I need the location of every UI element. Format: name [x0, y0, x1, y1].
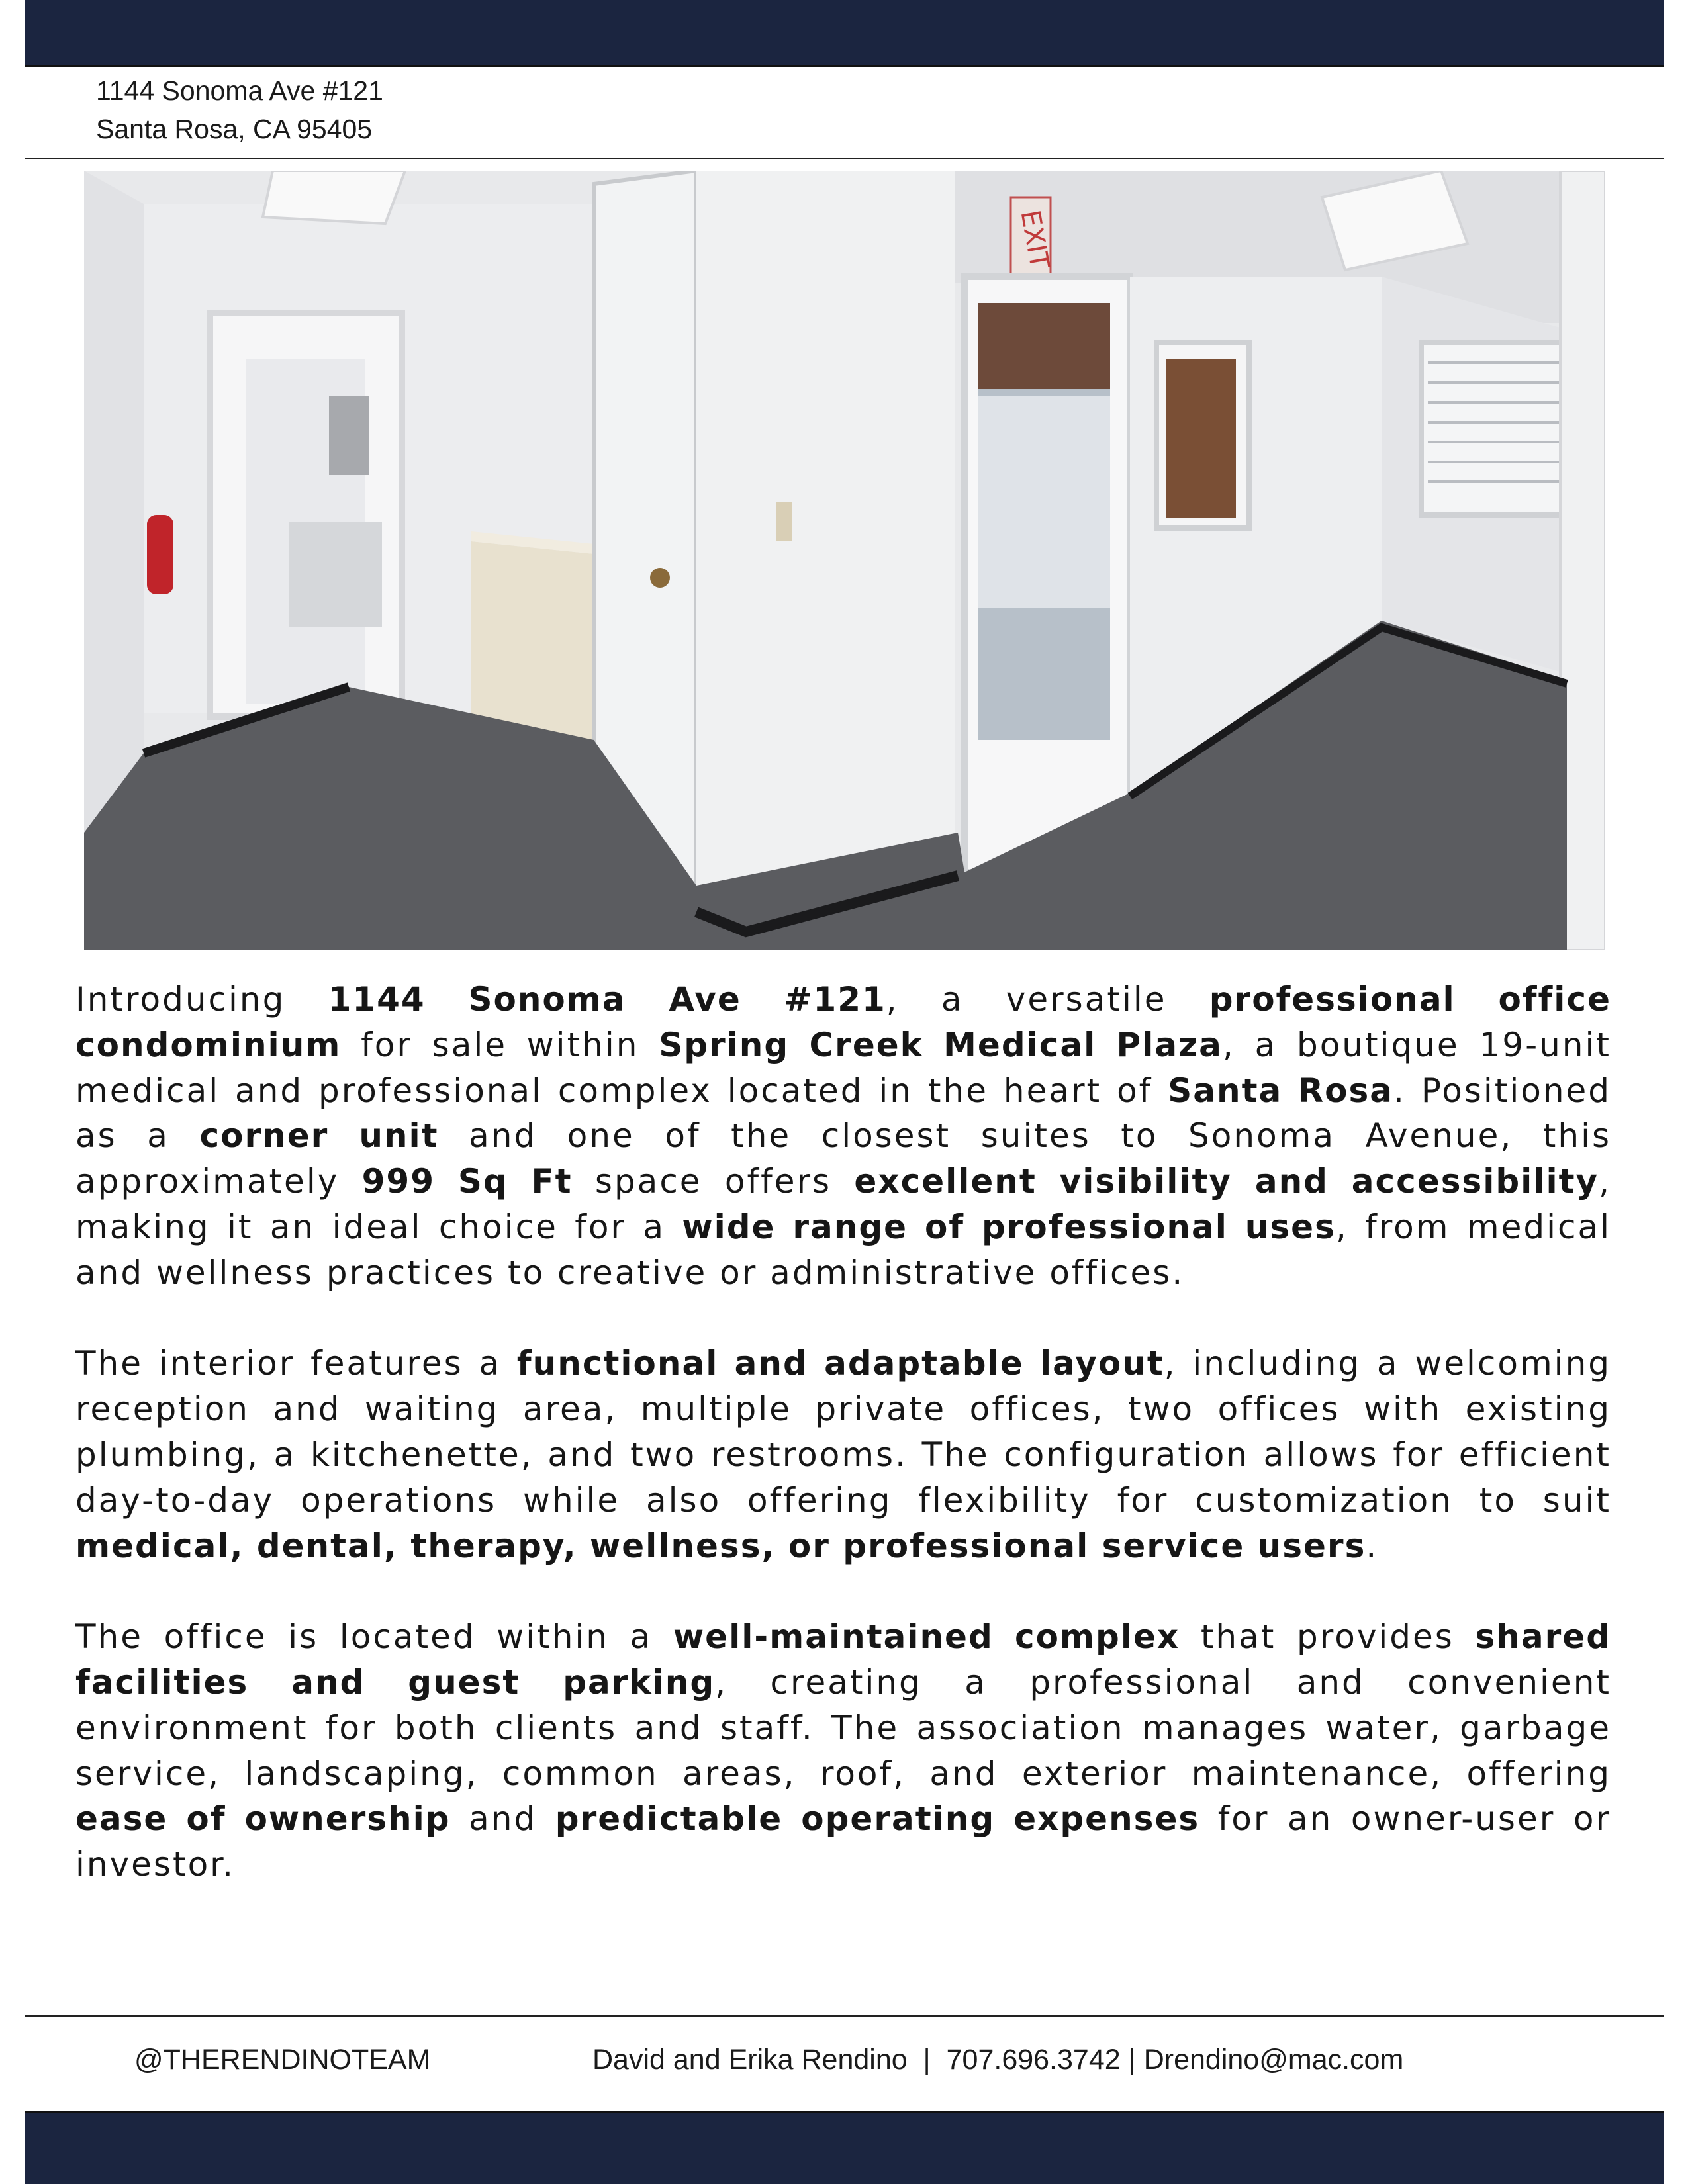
- description-paragraph-2: [75, 1341, 1611, 1569]
- emphasized-text: wide range of professional uses: [682, 1207, 1336, 1246]
- emphasized-text: functional and adaptable layout: [516, 1344, 1164, 1383]
- address-city: Santa Rosa, CA 95405: [96, 114, 373, 144]
- emphasized-text: 999 Sq Ft: [361, 1162, 573, 1201]
- emphasized-text: well-maintained complex: [673, 1617, 1180, 1657]
- text-run: space offers: [572, 1162, 855, 1201]
- agent-contact: David and Erika Rendino | 707.696.3742 | Drendino@mac.com: [592, 2044, 1404, 2075]
- emphasized-text: corner unit: [199, 1116, 439, 1156]
- text-run: Introducing: [75, 980, 328, 1019]
- footer-band: [25, 2113, 1664, 2184]
- text-run: .: [1366, 1526, 1379, 1565]
- text-run: for sale within: [341, 1025, 659, 1064]
- exit-sign-text: EXIT: [1014, 208, 1055, 271]
- emphasized-text: Santa Rosa: [1168, 1071, 1394, 1110]
- emphasized-text: 1144 Sonoma Ave #121: [328, 980, 886, 1019]
- office-interior-photo: [84, 171, 1605, 950]
- address-street: 1144 Sonoma Ave #121: [96, 75, 383, 106]
- text-run: and one of the closest suites to Sonoma Avenue, this approximately: [75, 1116, 1612, 1201]
- description-paragraph-1: [75, 977, 1611, 1296]
- property-description: [75, 977, 1611, 1888]
- header-band-edge: [25, 65, 1664, 67]
- social-handle: @THERENDINOTEAM: [134, 2044, 431, 2075]
- text-run: , a versatile: [886, 980, 1209, 1019]
- text-run: The interior features a: [75, 1344, 517, 1383]
- text-run: , a boutique 19-unit medical and professional complex located in the heart of: [75, 1025, 1611, 1110]
- header-divider: [25, 158, 1664, 159]
- text-run: , making it an ideal choice for a: [75, 1162, 1611, 1246]
- text-run: The office is located within a: [75, 1617, 673, 1657]
- text-run: , creating a professional and convenient environment for both clients and staff. The association manages water, garbage service, landscaping, common areas, roof, and exterior maintenance, offering: [75, 1662, 1611, 1793]
- text-run: , including a welcoming reception and waiting area, multiple private offices, two offices with existing plumbing, a kitchenette, and two restrooms. The configuration allows for efficient day-to-day operations while also offering flexibility for customization to suit: [75, 1344, 1612, 1520]
- text-run: that provides: [1180, 1617, 1476, 1657]
- emphasized-text: professional office condominium: [75, 980, 1611, 1064]
- emphasized-text: medical, dental, therapy, wellness, or professional service users: [75, 1526, 1366, 1565]
- property-address: [96, 71, 383, 148]
- footer-divider: [25, 2015, 1664, 2017]
- emphasized-text: predictable operating expenses: [555, 1799, 1200, 1839]
- header-band: [25, 0, 1664, 65]
- text-run: . Positioned as a: [75, 1071, 1612, 1156]
- text-run: for an owner-user or investor.: [75, 1799, 1612, 1884]
- text-run: and: [450, 1799, 555, 1839]
- emphasized-text: shared facilities and guest parking: [75, 1617, 1611, 1702]
- emphasized-text: ease of ownership: [75, 1799, 451, 1839]
- text-run: , from medical and wellness practices to creative or administrative offices.: [75, 1207, 1611, 1292]
- emphasized-text: excellent visibility and accessibility: [854, 1162, 1599, 1201]
- emphasized-text: Spring Creek Medical Plaza: [659, 1025, 1223, 1064]
- footer: [0, 2044, 1688, 2087]
- description-paragraph-3: [75, 1614, 1611, 1888]
